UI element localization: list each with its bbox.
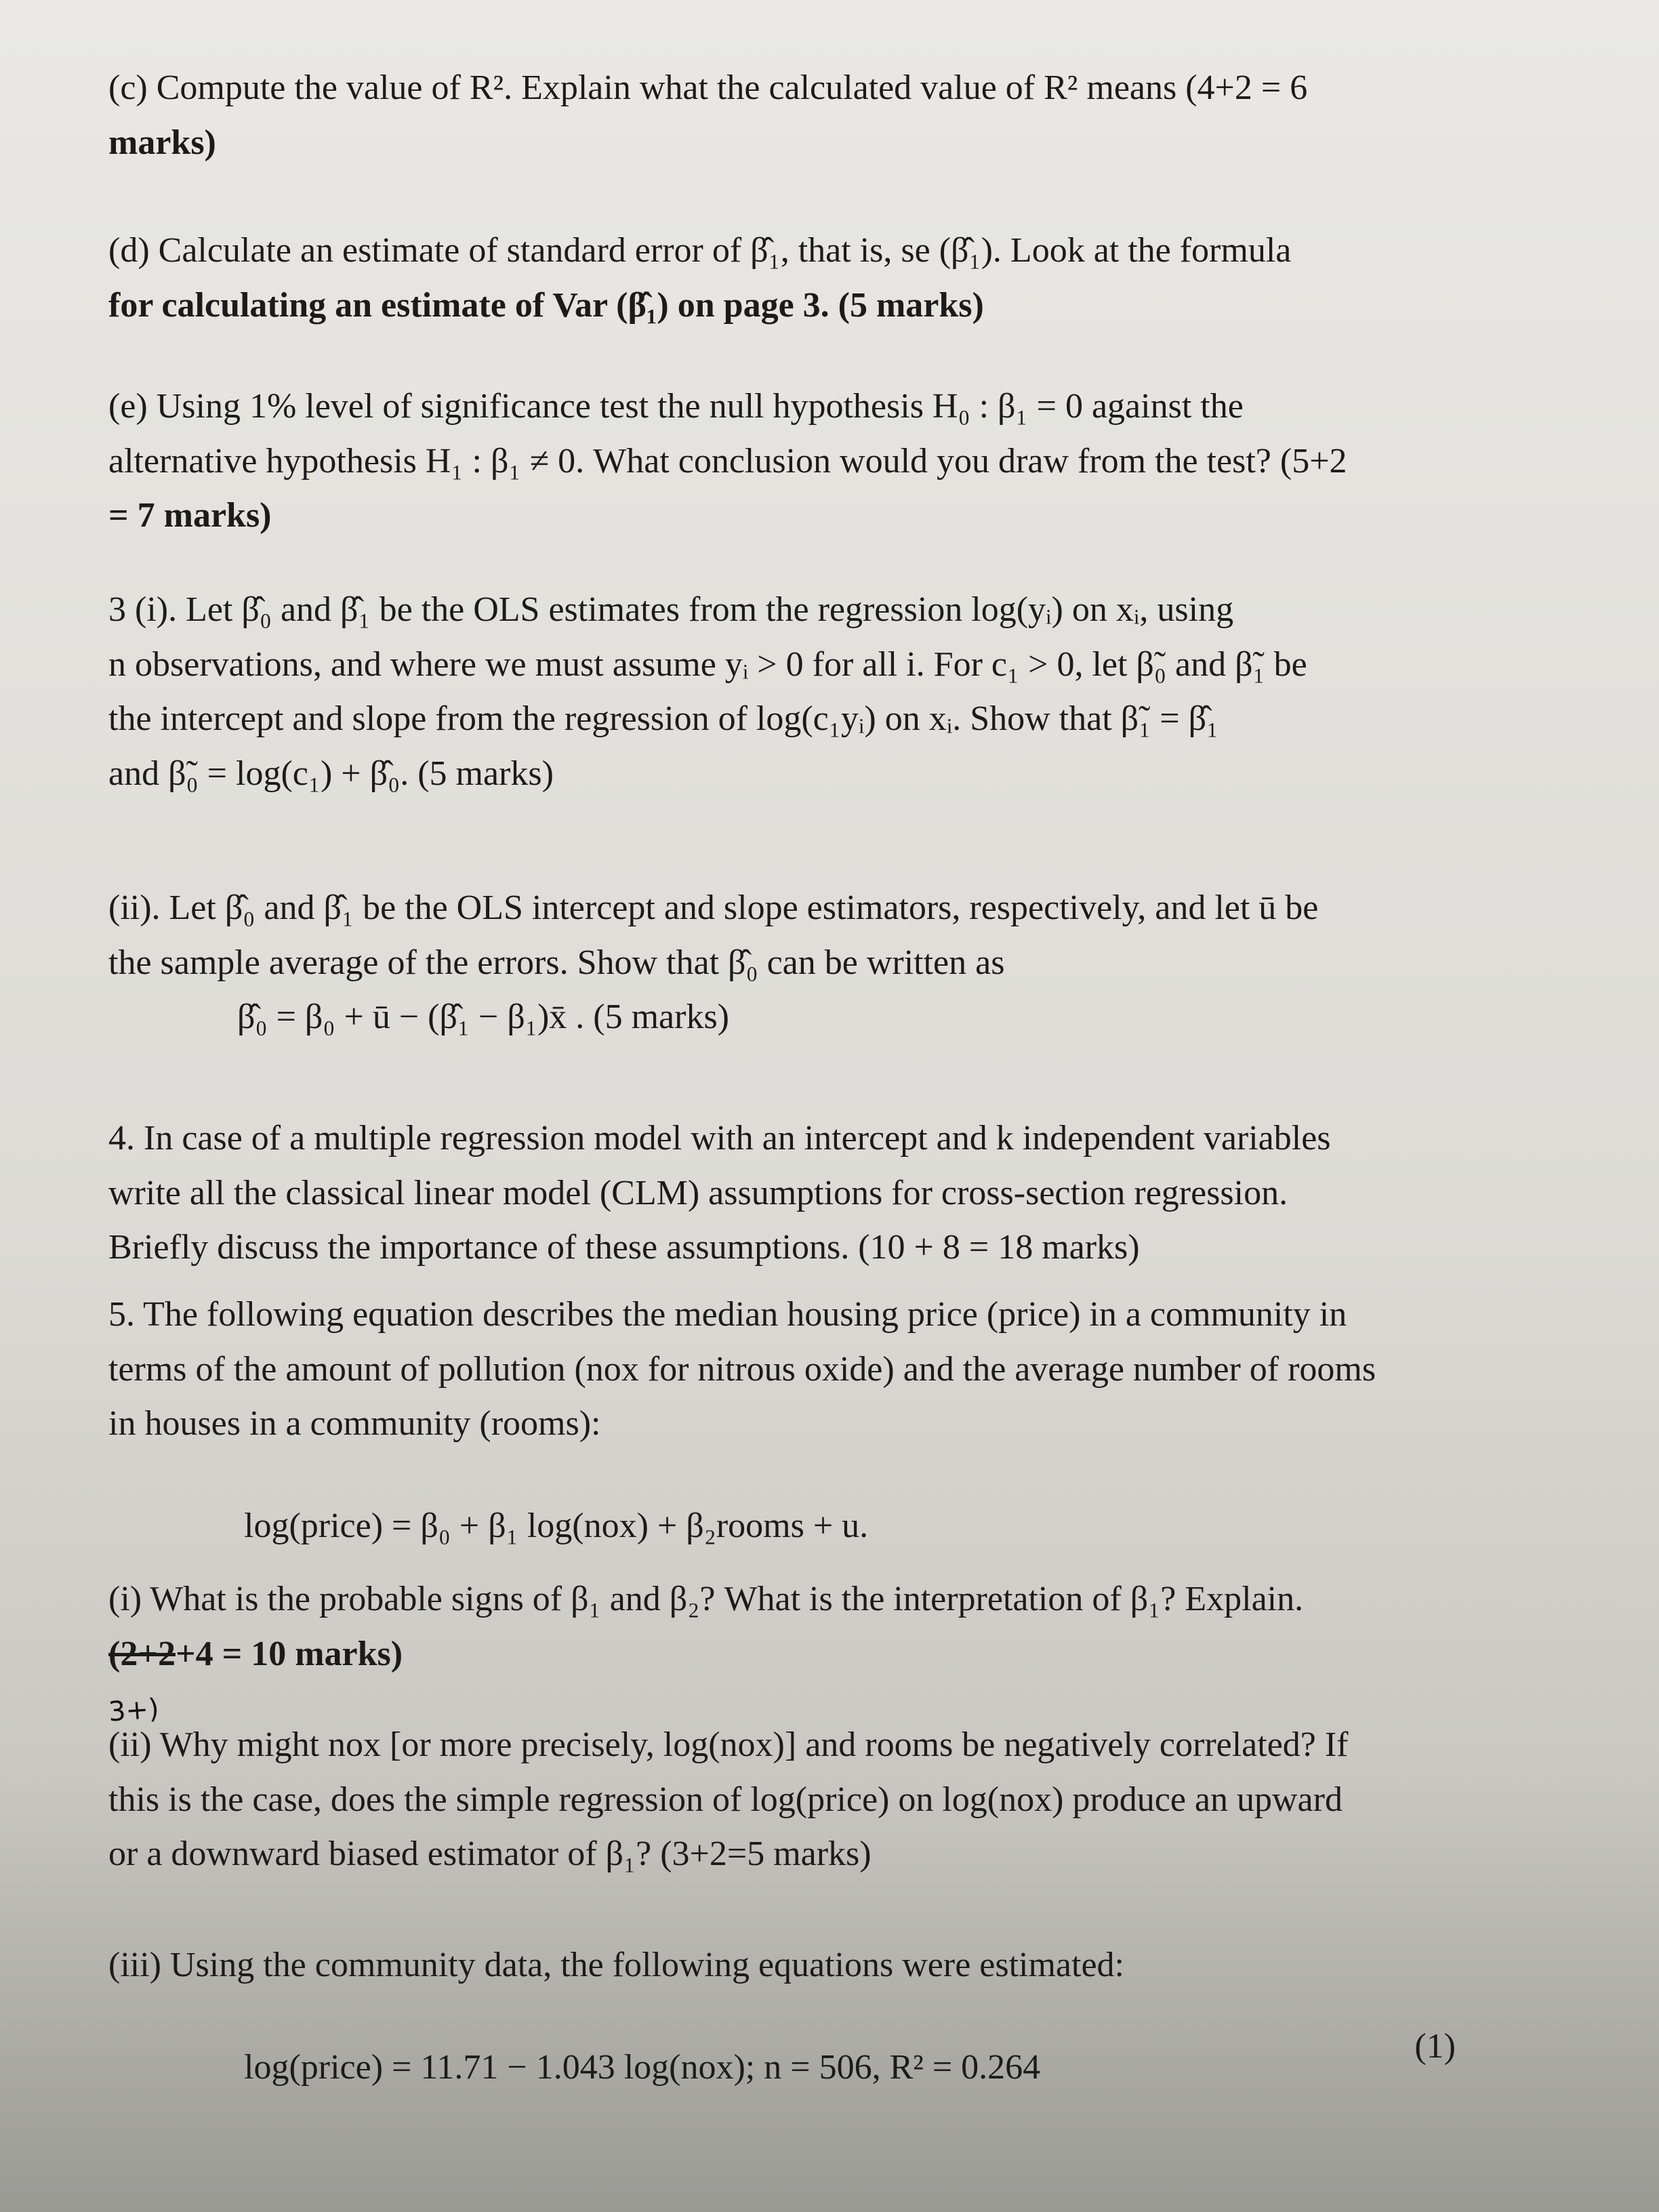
question-4-line1: 4. In case of a multiple regression model with an intercept and k independent variables <box>108 1119 1331 1158</box>
question-5ii <box>108 1718 1462 1882</box>
question-c-line2: marks) <box>108 123 216 162</box>
struck-marks: (2+2 <box>108 1634 176 1673</box>
question-d-line2: for calculating an estimate of Var (β̂₁) on page 3. (5 marks) <box>108 285 984 325</box>
question-3i-line3: the intercept and slope from the regression of log(c₁yᵢ) on xᵢ. Show that β̃₁ = β̂₁ <box>108 699 1219 739</box>
question-5-line1: 5. The following equation describes the median housing price (price) in a community in <box>108 1295 1347 1334</box>
question-5-line2: terms of the amount of pollution (nox for nitrous oxide) and the average number of rooms <box>108 1349 1376 1389</box>
equation-number: (1) <box>1414 2027 1456 2066</box>
question-5i-line1: (i) What is the probable signs of β₁ and β₂? What is the interpretation of β₁? Explain. <box>108 1580 1304 1618</box>
question-d <box>108 224 1462 333</box>
question-5ii-line3: or a downward biased estimator of β₁? (3+2=5 marks) <box>108 1835 872 1874</box>
question-5-line3: in houses in a community (rooms): <box>108 1404 601 1443</box>
question-5ii-line1: (ii) Why might nox [or more precisely, log(nox)] and rooms be negatively correlated? If <box>108 1725 1349 1764</box>
question-3ii-line2: the sample average of the errors. Show that β̂₀ can be written as <box>108 943 1005 982</box>
question-c-line1: (c) Compute the value of R². Explain what the calculated value of R² means (4+2 = 6 <box>108 68 1308 107</box>
question-3ii <box>108 881 1462 1045</box>
question-3ii-equation: β̂₀ = β₀ + ū − (β̂₁ − β₁)x̄ . (5 marks) <box>237 998 729 1037</box>
question-4-line3: Briefly discuss the importance of these assumptions. (10 + 8 = 18 marks) <box>108 1228 1140 1267</box>
question-4-line2: write all the classical linear model (CLM) assumptions for cross-section regression. <box>108 1173 1288 1212</box>
question-e-line3: = 7 marks) <box>108 496 272 535</box>
question-5iii-equation: log(price) = 11.71 − 1.043 log(nox); n = 506, R² = 0.264 <box>244 2047 1041 2087</box>
question-e-line1: (e) Using 1% level of significance test the null hypothesis H₀ : β₁ = 0 against the <box>108 387 1244 426</box>
question-5 <box>108 1288 1462 1553</box>
question-3i-line2: n observations, and where we must assume yᵢ > 0 for all i. For c₁ > 0, let β̃₀ and β̃₁ be <box>108 644 1307 684</box>
question-c <box>108 61 1462 170</box>
question-d-line1: (d) Calculate an estimate of standard error of β̂₁, that is, se (β̂₁). Look at the formula <box>108 231 1292 270</box>
question-5iii <box>108 1938 1462 2095</box>
question-3i-line4: and β̃₀ = log(c₁) + β̂₀. (5 marks) <box>108 754 554 793</box>
question-3ii-line1: (ii). Let β̂₀ and β̂₁ be the OLS intercept and slope estimators, respectively, and let ū be <box>108 888 1319 927</box>
question-3i <box>108 583 1462 801</box>
question-5i-marks <box>108 1627 1462 1682</box>
question-5i <box>108 1572 1462 1736</box>
question-3i-line1: 3 (i). Let β̂₀ and β̂₁ be the OLS estimates from the regression log(yᵢ) on xᵢ, using <box>108 590 1234 629</box>
question-e <box>108 380 1462 544</box>
question-4 <box>108 1111 1462 1275</box>
question-5ii-line2: this is the case, does the simple regression of log(price) on log(nox) produce an upward <box>108 1780 1343 1819</box>
remaining-marks: +4 = 10 marks) <box>175 1634 403 1673</box>
handwritten-note: 3+) <box>107 1693 161 1728</box>
question-5iii-line1: (iii) Using the community data, the following equations were estimated: <box>108 1946 1124 1984</box>
question-e-line2: alternative hypothesis H₁ : β₁ ≠ 0. What conclusion would you draw from the test? (5+2 <box>108 441 1347 480</box>
question-5-equation: log(price) = β₀ + β₁ log(nox) + β₂rooms + u. <box>244 1506 869 1545</box>
